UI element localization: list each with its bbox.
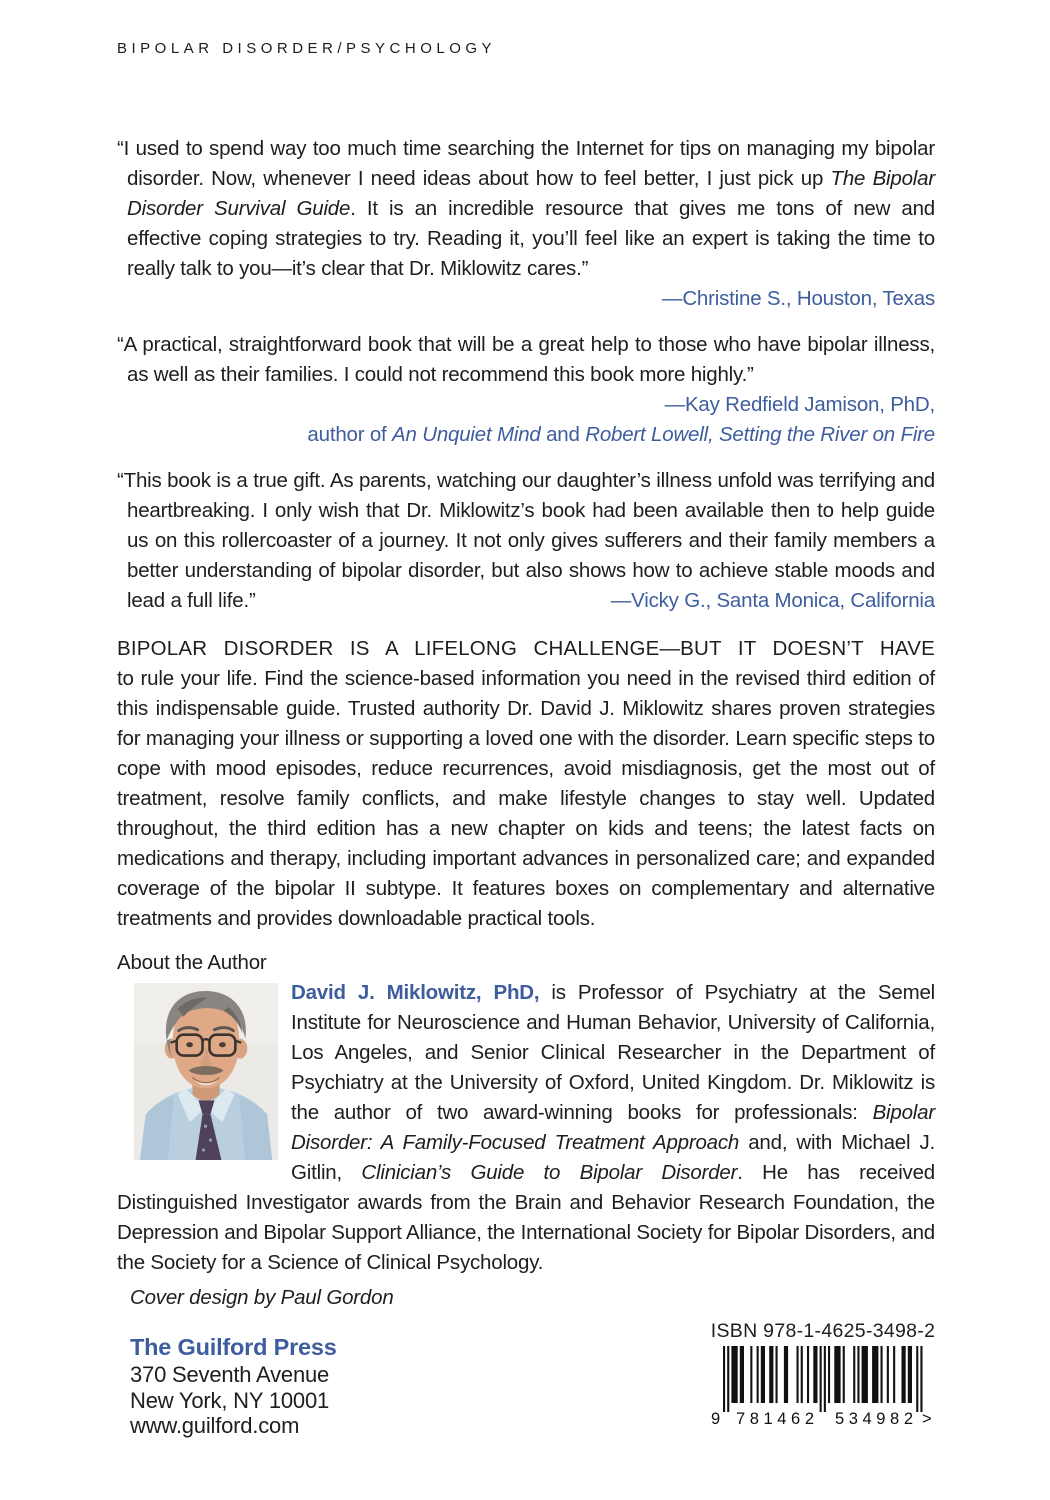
isbn-barcode-block bbox=[710, 1320, 936, 1428]
attribution-2-and: and bbox=[540, 423, 586, 446]
bio-text-3: . He has received Distinguished Investigator awards from the Brain and Behavior Research Foundation, the Depression and Bipolar Support Alliance, the International Society for Bipolar Disorders, and the Society for a Science of Clinical Psychology. bbox=[117, 1161, 935, 1274]
quote-3-text: “This book is a true gift. As parents, watching our daughter’s illness unfold was terrifying and heartbreaking. I only wish that Dr. Miklowitz’s book had been available then to help guide us on this rollercoaster of a journey. It not only gives sufferers and their family members a better understanding of bipolar disorder, but also shows how to achieve stable moods and lead a full life.” bbox=[117, 469, 935, 612]
bio-book-2: Clinician’s Guide to Bipolar Disorder bbox=[361, 1161, 738, 1184]
review-quote-3 bbox=[117, 466, 935, 616]
description-body: to rule your life. Find the science-based information you need in the revised third edition of this indispensable guide. Trusted authority Dr. David J. Miklowitz shares proven strategies for managing your illness or supporting a loved one with the disorder. Learn specific steps to cope with mood episodes, reduce recurrences, avoid misdiagnosis, get the most out of treatment, resolve family conflicts, and make lifestyle changes to stay well. Updated throughout, the third edition has a new chapter on kids and teens; the latest facts on medications and therapy, including important advances in personalized care; and expanded coverage of the bipolar II subtype. It features boxes on complementary and alternative treatments and provides downloadable practical tools. bbox=[117, 667, 935, 930]
quote-1-text-cont: . It is an incredible resource that gives me tons of new and effective coping strategies to try. Reading it, you’ll feel like an expert is taking the time to really talk to you—it’s clear that Dr. Miklowitz cares.” bbox=[127, 197, 935, 280]
publisher-name: The Guilford Press bbox=[130, 1334, 337, 1360]
cover-design-credit: Cover design by Paul Gordon bbox=[130, 1286, 394, 1309]
description-lead-line: BIPOLAR DISORDER IS A LIFELONG CHALLENGE—BUT IT DOESN’T HAVE bbox=[117, 637, 935, 660]
about-the-author-section bbox=[117, 948, 935, 1278]
review-attribution-3: —Vicky G., Santa Monica, California bbox=[610, 589, 935, 612]
barcode-digits-group-1: 781462 bbox=[736, 1410, 814, 1428]
publisher-address-line-2: New York, NY 10001 bbox=[130, 1387, 330, 1413]
publisher-address-line-1: 370 Seventh Avenue bbox=[130, 1362, 330, 1387]
publisher-website: www.guilford.com bbox=[130, 1413, 300, 1438]
review-attribution-2-name: —Kay Redfield Jamison, PhD, bbox=[664, 393, 935, 416]
review-attribution-2-books bbox=[117, 420, 935, 450]
isbn-label: ISBN 978-1-4625-3498-2 bbox=[710, 1320, 936, 1342]
ean13-barcode bbox=[710, 1346, 936, 1428]
quote-1-text: “I used to spend way too much time searching the Internet for tips on managing my bipolar disorder. Now, whenever I need ideas about how to feel better, I just pick up bbox=[117, 137, 935, 190]
bio-text-2: and, with Michael J. Gitlin, bbox=[291, 1131, 935, 1184]
attribution-2-book-2: Robert Lowell, Setting the River on Fire bbox=[585, 423, 935, 446]
review-attribution-1: —Christine S., Houston, Texas bbox=[662, 287, 935, 310]
author-photo bbox=[133, 983, 279, 1160]
attribution-2-prefix: author of bbox=[307, 423, 393, 446]
bio-book-1: Bipolar Disorder: A Family-Focused Treatment Approach bbox=[291, 1101, 935, 1154]
barcode-suffix: > bbox=[922, 1410, 932, 1428]
author-name: David J. Miklowitz, PhD, bbox=[291, 981, 540, 1004]
author-bio-wrap bbox=[117, 978, 935, 1278]
review-quote-1 bbox=[117, 134, 935, 284]
attribution-2-book-1: An Unquiet Mind bbox=[392, 423, 541, 446]
publisher-block bbox=[130, 1333, 337, 1439]
bio-text-1: is Professor of Psychiatry at the Semel Institute for Neuroscience and Human Behavior, University of California, Los Angeles, and Senior Clinical Researcher in the Department of Psychiatry at the University of Oxford, United Kingdom. Dr. Miklowitz is the author of two award-winning books for professionals: bbox=[291, 981, 935, 1124]
about-heading: About the Author bbox=[117, 951, 267, 974]
book-description bbox=[117, 634, 935, 934]
quote-1-book-title: The Bipolar Disorder Survival Guide bbox=[127, 167, 935, 220]
barcode-digit-left: 9 bbox=[711, 1410, 721, 1428]
review-quote-2: “A practical, straightforward book that will be a great help to those who have bipolar illness, as well as their families. I could not recommend this book more highly.” bbox=[117, 333, 935, 386]
category-header: BIPOLAR DISORDER/PSYCHOLOGY bbox=[117, 40, 497, 57]
barcode-digits-group-2: 534982 bbox=[835, 1410, 913, 1428]
